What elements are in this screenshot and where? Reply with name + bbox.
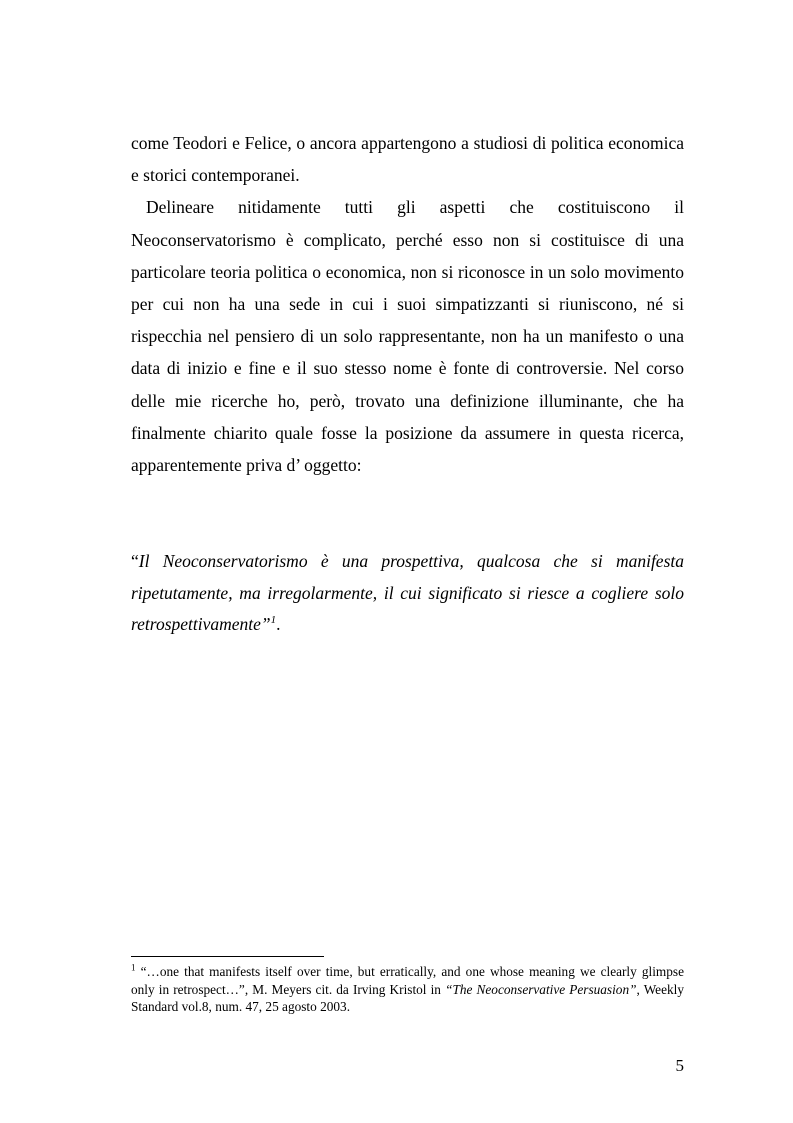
- quote-text: Il Neoconservatorismo è una prospettiva, qualcosa che si manifesta ripetutamente, ma irregolarmente, il cui significato si riesce a cogliere solo retrospettivamente”: [131, 551, 684, 634]
- body-text: [131, 127, 684, 481]
- footnote-reference[interactable]: 1: [270, 614, 277, 627]
- block-quote: [131, 546, 684, 641]
- footnote: [131, 963, 684, 1016]
- footnote-text-part2: , Weekly Standard vol.8, num. 47, 25 agosto 2003.: [131, 981, 684, 1014]
- quote-open-mark: “: [131, 551, 139, 571]
- footnote-number: 1: [131, 962, 136, 973]
- footnote-title: “The Neoconservative Persuasion”: [445, 981, 637, 997]
- paragraph-1: come Teodori e Felice, o ancora appartengono a studiosi di politica economica e storici contemporanei.: [131, 133, 684, 186]
- paragraph-2: Delineare nitidamente tutti gli aspetti che costituiscono il Neoconservatorismo è complicato, perché esso non si costituisce di una particolare teoria politica o economica, non si riconosce in un solo movimento per cui non ha una sede in cui i suoi simpatizzanti si riuniscono, né si rispecchia nel pensiero di un solo rappresentante, non ha un manifesto o una data di inizio e fine e il suo stesso nome è fonte di controversie. Nel corso delle mie ricerche ho, però, trovato una definizione illuminante, che ha finalmente chiarito quale fosse la posizione da assumere in questa ricerca, apparentemente priva d’ oggetto:: [131, 197, 684, 476]
- quote-end-punctuation: .: [276, 614, 281, 634]
- footnote-separator: [131, 956, 324, 957]
- page-number: 5: [675, 1056, 684, 1075]
- footnote-text-part1: “…one that manifests itself over time, but erratically, and one whose meaning we clearly glimpse only in retrospect…”, M. Meyers cit. da Irving Kristol in: [131, 964, 684, 997]
